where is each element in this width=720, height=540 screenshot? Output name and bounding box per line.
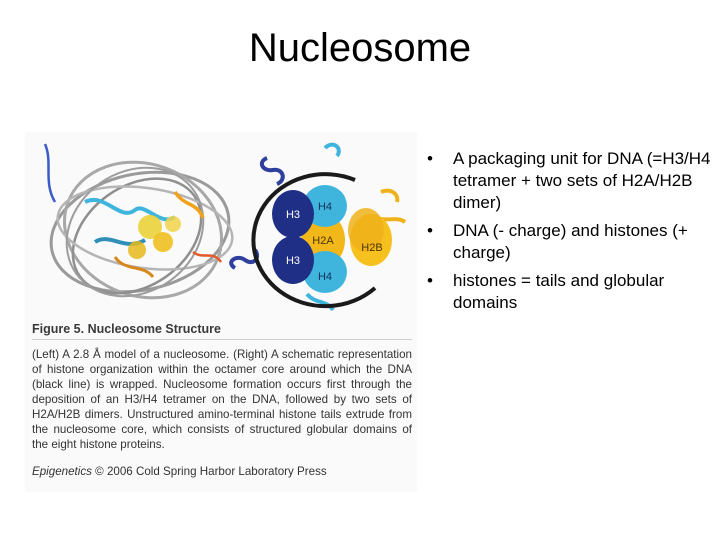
- slide-title: Nucleosome: [248, 26, 472, 70]
- label-h3-top: H3: [285, 209, 301, 221]
- nucleosome-illustration: [25, 132, 417, 322]
- figure-caption: (Left) A 2.8 Å model of a nucleosome. (Right) A schematic representation of histone organization within the octamer core around which the DNA (black line) is wrapped. Nucleosome formation occurs first through the deposition of an H3/H4 tetramer on the DNA, followed by two sets of H2A/H2B dimers. Unstructured amino-terminal histone tails extrude from the nucleosome core, which consists of structured globular domains of the eight histone proteins.: [32, 348, 412, 451]
- figure-heading: Figure 5. Nucleosome Structure: [32, 322, 412, 340]
- label-h3-bottom: H3: [285, 255, 301, 267]
- histone-schematic: [231, 145, 405, 310]
- bullet-item: • histones = tails and globular domains: [422, 270, 712, 314]
- label-h2b: H2B: [361, 242, 383, 254]
- figure-credit-source: Epigenetics: [32, 465, 92, 478]
- label-h4-top: H4: [317, 201, 333, 213]
- bullet-item: • A packaging unit for DNA (=H3/H4 tetramer + two sets of H2A/H2B dimer): [422, 148, 712, 214]
- nucleosome-3d-model: [40, 141, 241, 322]
- bullet-item: • DNA (- charge) and histones (+ charge): [422, 220, 712, 264]
- figure-credit-publisher: © 2006 Cold Spring Harbor Laboratory Press: [91, 465, 327, 478]
- nucleosome-figure: [25, 132, 417, 492]
- label-h4-bottom: H4: [317, 271, 333, 283]
- bullet-list: [422, 148, 712, 320]
- label-h2a: H2A: [312, 235, 334, 247]
- figure-credit: [32, 465, 412, 478]
